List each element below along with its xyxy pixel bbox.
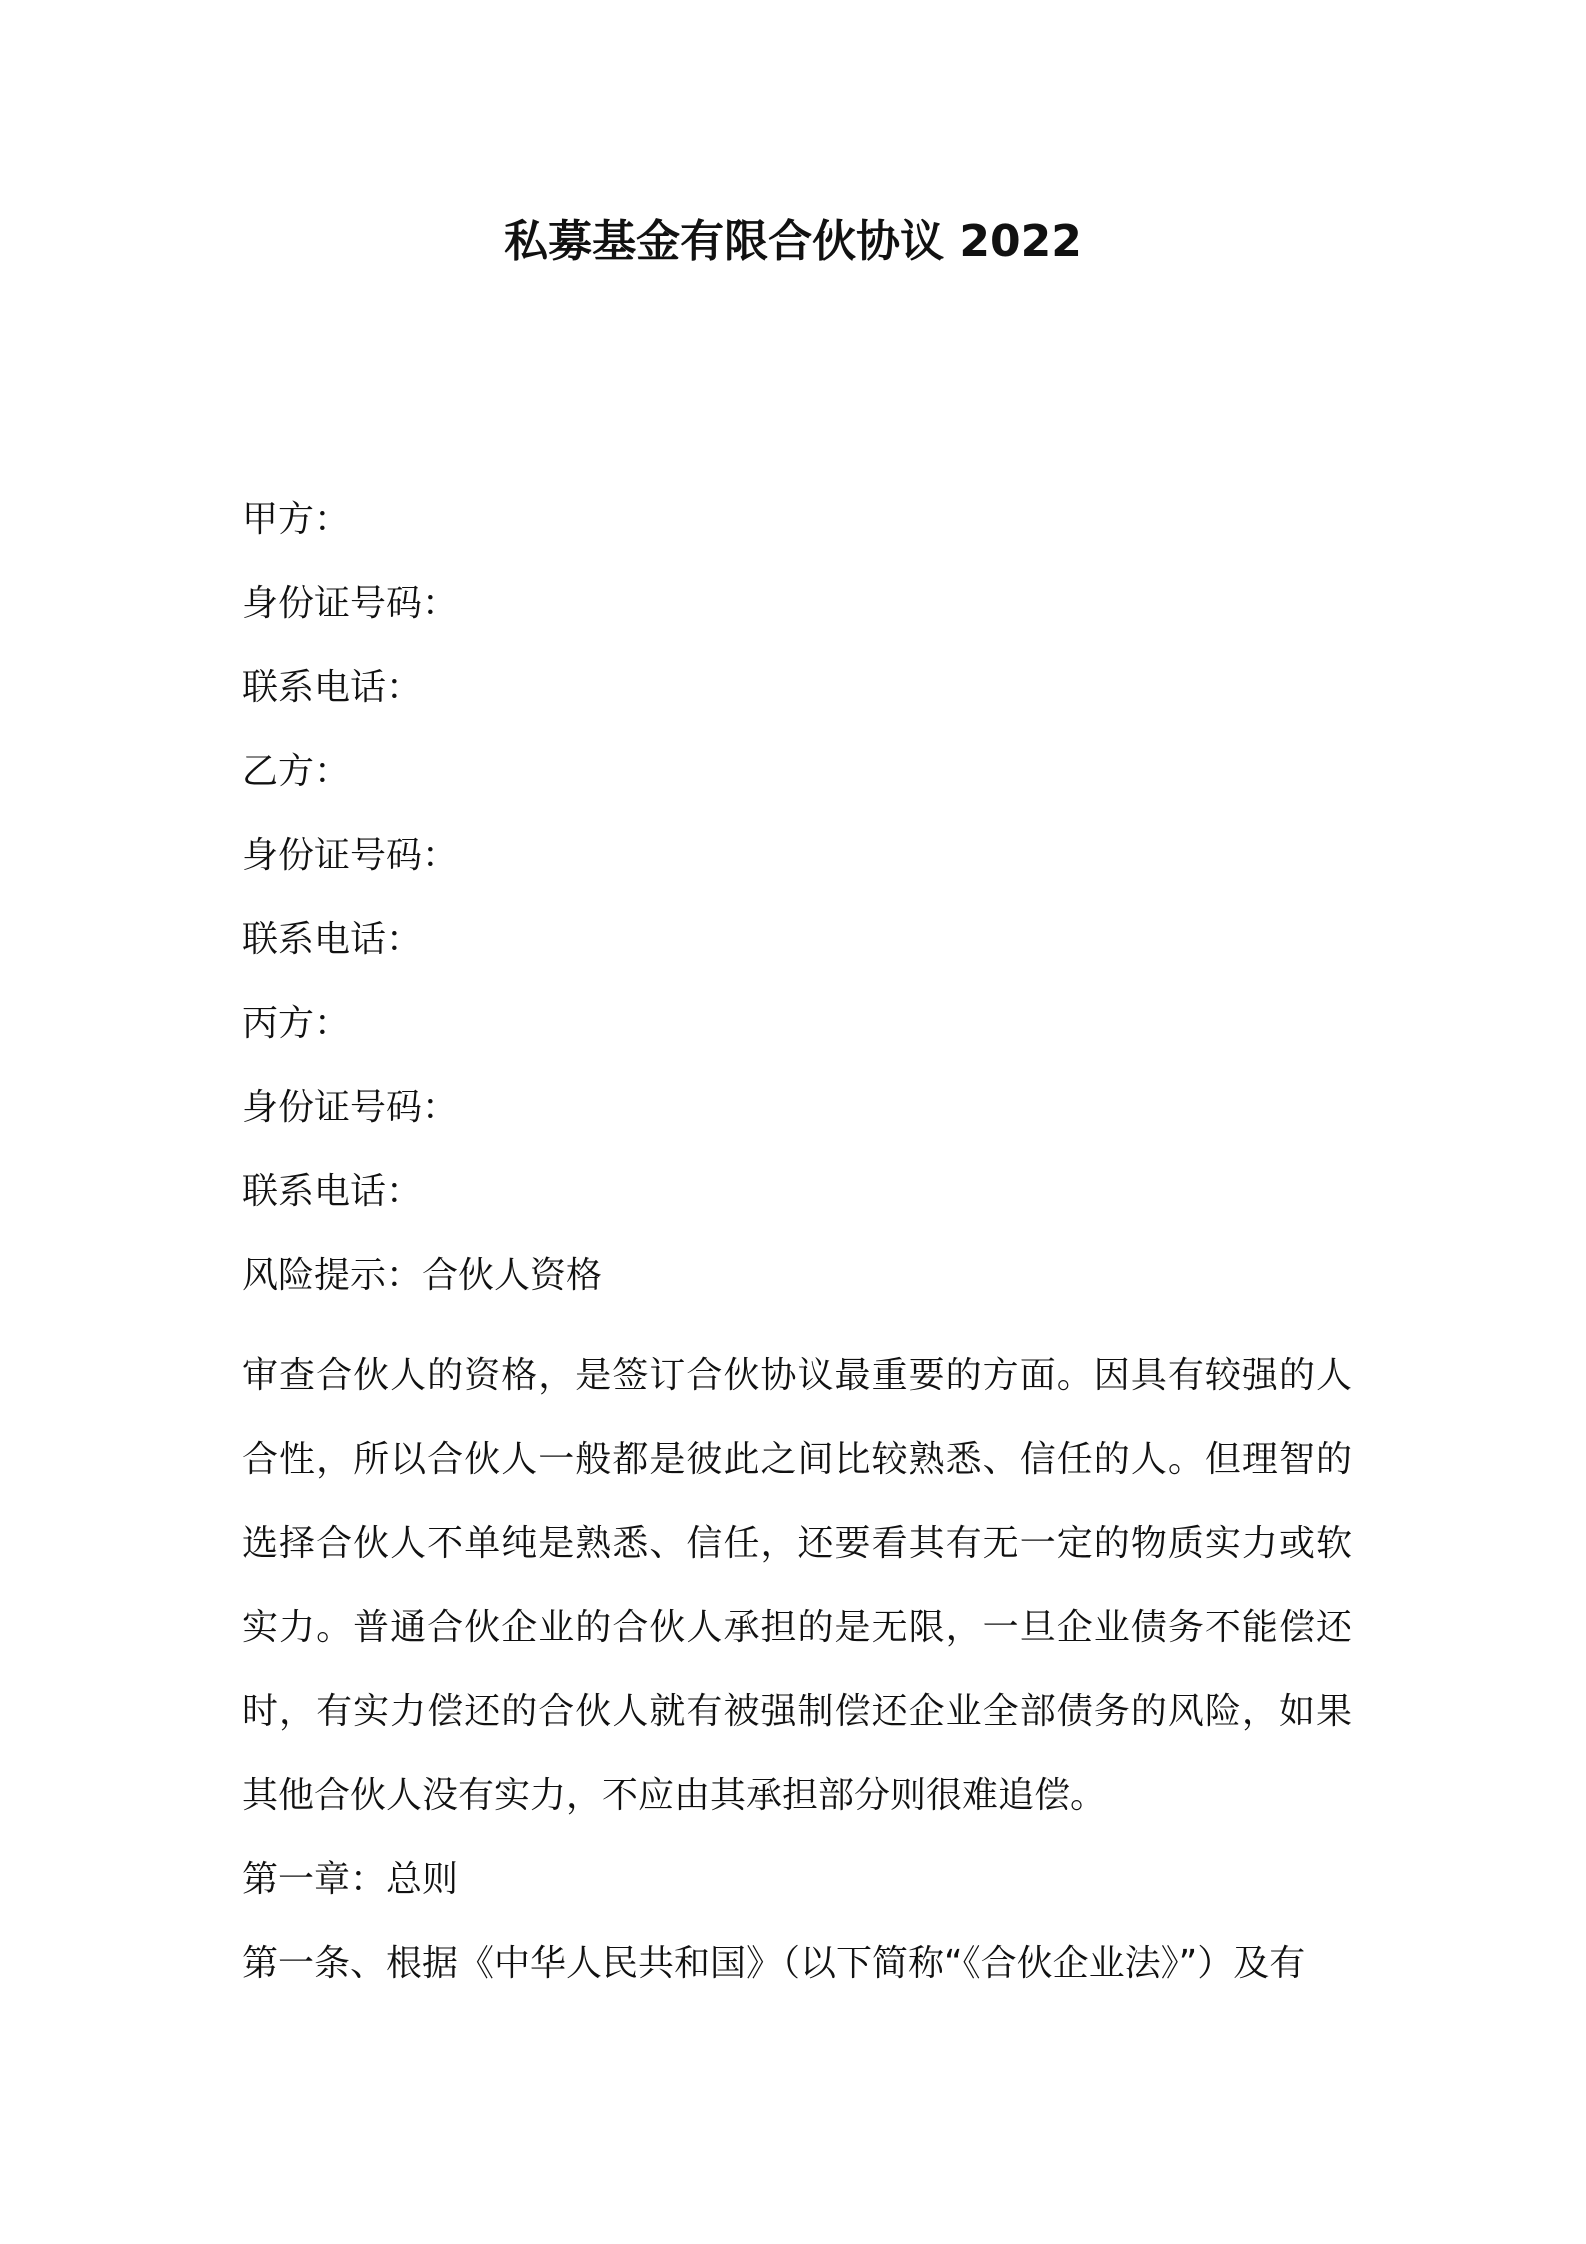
party-c-phone-label: 联系电话：: [242, 1171, 423, 1212]
party-fields: [242, 494, 1352, 1250]
party-b-label: 乙方：: [242, 751, 351, 792]
risk-heading: 风险提示：合伙人资格: [242, 1255, 603, 1296]
article-1: 第一条、根据《中华人民共和国》（以下简称“《合伙企业法》”）及有: [242, 1943, 1306, 1984]
party-c-label: 丙方：: [242, 1003, 351, 1044]
party-a-id-label: 身份证号码：: [242, 583, 459, 624]
party-a-label: 甲方：: [242, 499, 351, 540]
document-body: [242, 1250, 1352, 2006]
risk-paragraph: 审查合伙人的资格，是签订合伙协议最重要的方面。因具有较强的人合性，所以合伙人一般都是彼此之间比较熟悉、信任的人。但理智的选择合伙人不单纯是熟悉、信任，还要看其有无一定的物质实力或软实力。普通合伙企业的合伙人承担的是无限，一旦企业债务不能偿还时，有实力偿还的合伙人就有被强制偿还企业全部债务的风险，如果其他合伙人没有实力，不应由其承担部分则很难追偿。: [242, 1355, 1352, 1816]
party-c-id-label: 身份证号码：: [242, 1087, 459, 1128]
party-b-phone-label: 联系电话：: [242, 919, 423, 960]
party-b-id-label: 身份证号码：: [242, 835, 459, 876]
chapter-heading: 第一章：总则: [242, 1859, 459, 1900]
party-a-phone-label: 联系电话：: [242, 667, 423, 708]
document-title: 私募基金有限合伙协议 2022: [504, 216, 1082, 267]
